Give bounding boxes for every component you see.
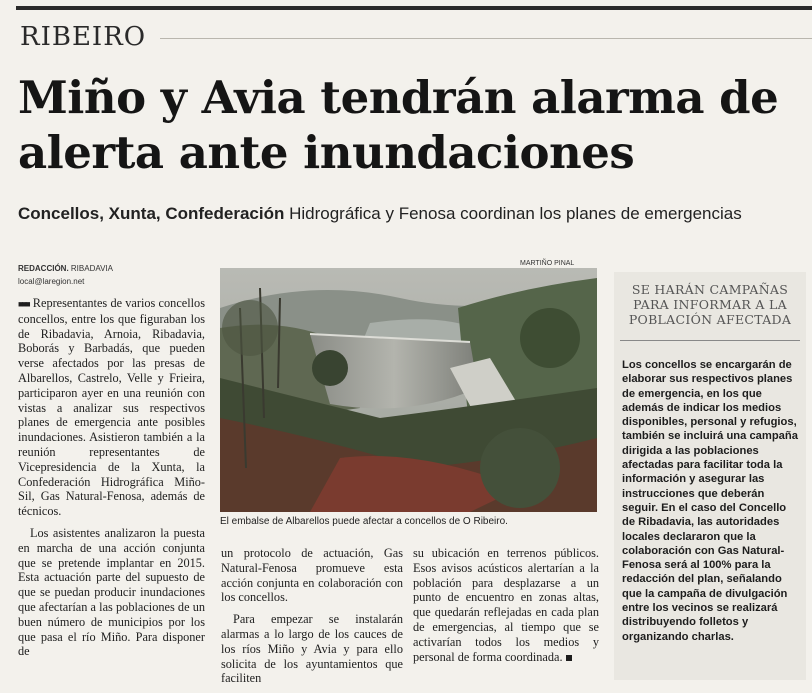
sidebar-body: Los concellos se encargarán de elaborar sus respectivos planes de emergencia, en los que además de indicar los medios disponibles, personal y refugios, también se incluirá una campaña dirigida a las poblaciones afectadas para facilitar toda la información y asegurar las instrucciones que deberán seguir. En el caso del Concello de Ribadavia, las autoridades locales declararon que la colaboración con Gas Natural-Fenosa será al 100% para la redacción del plan, señalando que la campaña de divulgación entre los vecinos se realizará distribuyendo folletos y organizando charlas. — [622, 359, 798, 643]
section-rule — [160, 38, 812, 39]
col3-paragraph-1 — [413, 546, 599, 664]
byline — [18, 264, 113, 273]
byline-email: local@laregion.net — [18, 277, 85, 286]
byline-label: REDACCIÓN. — [18, 264, 69, 273]
column-2 — [221, 546, 403, 693]
subhead-rest: Hidrográfica y Fenosa coordinan los planes de emergencias — [284, 204, 742, 223]
photo-caption: El embalse de Albarellos puede afectar a concellos de O Ribeiro. — [220, 516, 508, 527]
section-label: RIBEIRO — [20, 22, 147, 52]
col3-p1-text: su ubicación en terrenos públicos. Esos avisos acústicos alertarían a la población para desplazarse a un punto de encuentro en zonas altas, que quedarán reflejadas en cada plan de emergencias, al tiempo que se activarían todos los medios y personal de forma coordinada. — [413, 546, 599, 664]
col1-p1-text: Representantes de varios concellos concellos, entre los que figuraban los de Ribadavia, Arnoia, Ribadavia, Boborás y Barbadás, que pueden verse afectados por las presas de Albarellos, Castrelo, Velle y Frieira, participaron ayer en una reunión con vistas a analizar sus respectivos planes de emergencia ante posibles inundaciones. Asistieron también a la reunión representantes de Vicepresidencia de la Xunta, la Confederación Hidrográfica Miño-Sil, Gas Natural-Fenosa, además de técnicos. — [18, 296, 205, 519]
top-rule — [16, 6, 812, 10]
col2-paragraph-2: Para empezar se instalarán alarmas a lo largo de los cauces de los ríos Miño y Avia y para ello solicita de los ayuntamientos que faciliten — [221, 612, 403, 686]
sidebar-title: SE HARÁN CAMPAÑAS PARA INFORMAR A LA POBLACIÓN AFECTADA — [628, 282, 792, 327]
byline-place: RIBADAVIA — [68, 264, 113, 273]
headline: Miño y Avia tendrán alarma de alerta ante inundaciones — [18, 71, 779, 179]
column-3 — [413, 546, 599, 671]
reservoir-photo — [220, 268, 597, 512]
col1-paragraph-2: Los asistentes analizaron la puesta en marcha de una acción conjunta que se pretende implantar en 2015. Esta actuación parte del supuesto de que se puedan producir inundaciones que afectarían a las poblaciones de un buen número de municipios por los que pasa el río Miño. Para disponer de — [18, 525, 205, 659]
col2-paragraph-1: un protocolo de actuación, Gas Natural-Fenosa promueve esta acción conjunta en colaboración con los concellos. — [221, 546, 403, 605]
end-of-article-icon — [566, 655, 572, 661]
subhead-bold: Concellos, Xunta, Confederación — [18, 204, 285, 223]
col1-paragraph-1 — [18, 296, 205, 519]
sidebar-rule — [620, 340, 800, 341]
lead-squares-icon: ■■■ — [18, 299, 29, 309]
column-1 — [18, 296, 205, 666]
subheadline — [18, 204, 808, 224]
photo-credit: MARTIÑO PINAL — [520, 260, 575, 267]
